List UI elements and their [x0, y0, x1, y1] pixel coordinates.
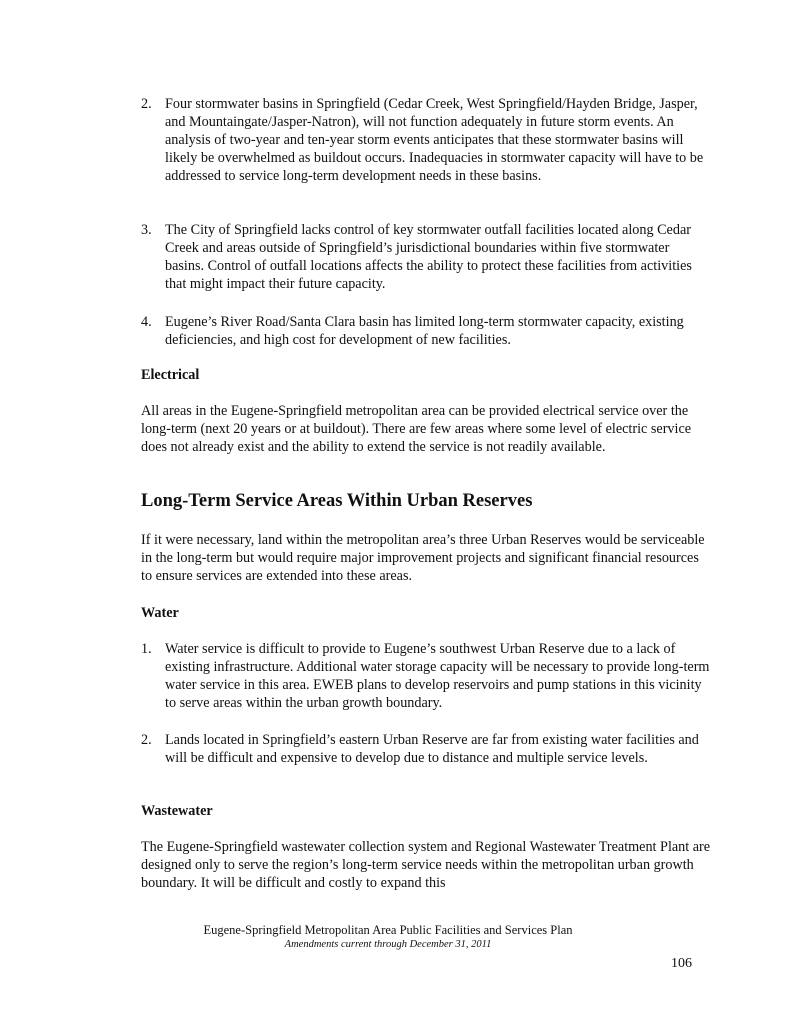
water-list-item-2: [141, 731, 711, 767]
list-number: 3.: [141, 222, 152, 238]
urban-reserves-paragraph: If it were necessary, land within the metropolitan area’s three Urban Reserves would be serviceable in the long-term but would require major improvement projects and significant financial resources to ensure services are extended into these areas.: [141, 532, 705, 584]
section-title: Long-Term Service Areas Within Urban Reserves: [141, 491, 533, 511]
list-item-text: Eugene’s River Road/Santa Clara basin has limited long-term stormwater capacity, existing deficiencies, and high cost for development of new facilities.: [165, 314, 684, 348]
list-item-text: Water service is difficult to provide to Eugene’s southwest Urban Reserve due to a lack of existing infrastructure. Additional water storage capacity will be necessary to provide long-term water service in this area. EWEB plans to develop reservoirs and pump stations in this vicinity to serve areas within the urban growth boundary.: [165, 641, 710, 711]
page-number: 106: [671, 956, 692, 971]
list-item: [141, 95, 711, 185]
electrical-paragraph: All areas in the Eugene-Springfield metropolitan area can be provided electrical service over the long-term (next 20 years or at buildout). There are few areas where some level of electric service does not already exist and the ability to extend the service is not readily available.: [141, 403, 692, 455]
list-number: 2.: [141, 96, 152, 112]
list-number: 2.: [141, 732, 152, 748]
stormwater-list-item-2: [141, 95, 711, 185]
list-item: [141, 731, 711, 767]
footer-title: Eugene-Springfield Metropolitan Area Public Facilities and Services Plan: [203, 923, 573, 937]
electrical-heading: Electrical: [141, 367, 200, 383]
list-item-text: Lands located in Springfield’s eastern Urban Reserve are far from existing water facilities and will be difficult and expensive to develop due to distance and multiple service levels.: [165, 732, 699, 766]
list-item-text: Four stormwater basins in Springfield (Cedar Creek, West Springfield/Hayden Bridge, Jasper, and Mountaingate/Jasper-Natron), will not function adequately in future storm events. An analysis of two-year and ten-year storm events anticipates that these stormwater basins will likely be overwhelmed as buildout occurs. Inadequacies in stormwater capacity will have to be addressed to service long-term development needs in these basins.: [165, 96, 704, 184]
list-number: 1.: [141, 641, 152, 657]
list-item: [141, 221, 711, 293]
list-item: [141, 313, 711, 349]
stormwater-list-item-3: [141, 221, 711, 293]
wastewater-paragraph: The Eugene-Springfield wastewater collection system and Regional Wastewater Treatment Plant are designed only to serve the region’s long-term service needs within the metropolitan urban growth boundary. It will be difficult and costly to expand this: [141, 839, 711, 891]
water-list-item-1: [141, 640, 711, 712]
list-item: [141, 640, 711, 712]
wastewater-heading: Wastewater: [141, 803, 213, 819]
list-number: 4.: [141, 314, 152, 330]
list-item-text: The City of Springfield lacks control of key stormwater outfall facilities located along Cedar Creek and areas outside of Springfield’s jurisdictional boundaries within five stormwater basins. Control of outfall locations affects the ability to protect these facilities from activities that might impact their future capacity.: [165, 222, 692, 292]
stormwater-list-item-4: [141, 313, 711, 349]
water-heading: Water: [141, 605, 179, 621]
footer-subtitle: Amendments current through December 31, 2011: [284, 939, 492, 950]
